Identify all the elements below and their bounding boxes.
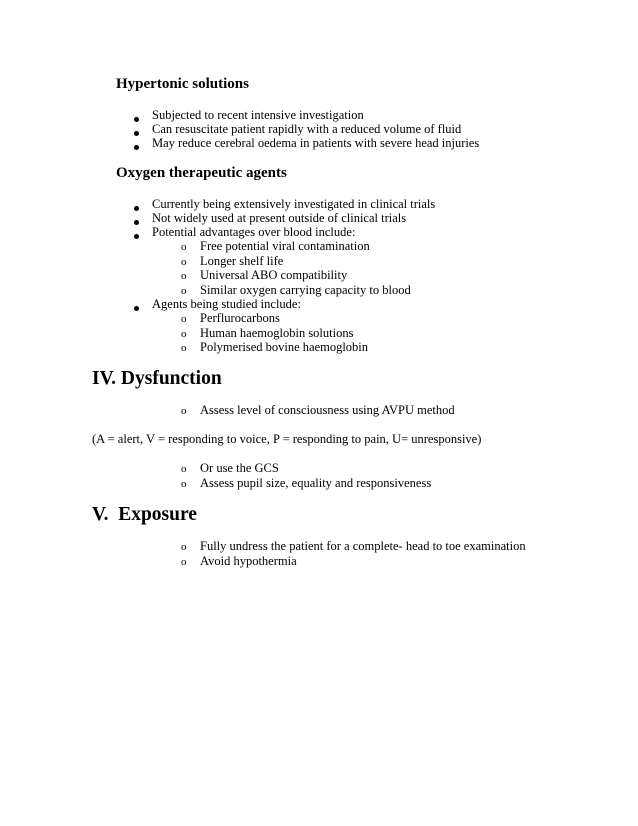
circle-bullet-icon: o xyxy=(181,478,187,490)
circle-bullet-icon: o xyxy=(181,342,187,354)
circle-bullet-icon: o xyxy=(181,405,187,417)
circle-bullet-icon: o xyxy=(181,270,187,282)
circle-bullet-icon: o xyxy=(181,328,187,340)
hypertonic-heading: Hypertonic solutions xyxy=(116,76,249,92)
sub-list-item: Free potential viral contamination xyxy=(200,239,370,253)
sub-list-item: Human haemoglobin solutions xyxy=(200,326,354,340)
bullet-icon xyxy=(134,234,139,239)
bullet-icon xyxy=(134,145,139,150)
circle-bullet-icon: o xyxy=(181,241,187,253)
sub-list-item: Perflurocarbons xyxy=(200,311,280,325)
exposure-heading: V. Exposure xyxy=(92,504,197,525)
sub-list-item: Fully undress the patient for a complete- head to toe examination xyxy=(200,539,526,553)
circle-bullet-icon: o xyxy=(181,541,187,553)
bullet-icon xyxy=(134,117,139,122)
sub-list-item: Or use the GCS xyxy=(200,461,279,475)
list-item: Not widely used at present outside of clinical trials xyxy=(152,211,407,225)
sub-list-item: Longer shelf life xyxy=(200,254,284,268)
circle-bullet-icon: o xyxy=(181,463,187,475)
circle-bullet-icon: o xyxy=(181,556,187,568)
list-item: Subjected to recent intensive investigation xyxy=(152,108,364,122)
list-item: Currently being extensively investigated in clinical trials xyxy=(152,197,436,211)
dysfunction-heading: IV. Dysfunction xyxy=(92,368,222,389)
list-item: Potential advantages over blood include: xyxy=(152,225,356,239)
sub-list-item: Universal ABO compatibility xyxy=(200,268,348,282)
oxygen-heading: Oxygen therapeutic agents xyxy=(116,165,287,181)
circle-bullet-icon: o xyxy=(181,313,187,325)
bullet-icon xyxy=(134,206,139,211)
circle-bullet-icon: o xyxy=(181,256,187,268)
avpu-note: (A = alert, V = responding to voice, P = responding to pain, U= unresponsive) xyxy=(92,432,482,446)
sub-list-item: Avoid hypothermia xyxy=(200,554,297,568)
bullet-icon xyxy=(134,131,139,136)
bullet-icon xyxy=(134,220,139,225)
list-item: Agents being studied include: xyxy=(152,297,301,311)
sub-list-item: Polymerised bovine haemoglobin xyxy=(200,340,369,354)
sub-list-item: Assess pupil size, equality and responsiveness xyxy=(200,476,432,490)
sub-list-item: Similar oxygen carrying capacity to blood xyxy=(200,283,411,297)
list-item: May reduce cerebral oedema in patients with severe head injuries xyxy=(152,136,480,150)
bullet-icon xyxy=(134,306,139,311)
sub-list-item: Assess level of consciousness using AVPU method xyxy=(200,403,455,417)
list-item: Can resuscitate patient rapidly with a reduced volume of fluid xyxy=(152,122,462,136)
circle-bullet-icon: o xyxy=(181,285,187,297)
